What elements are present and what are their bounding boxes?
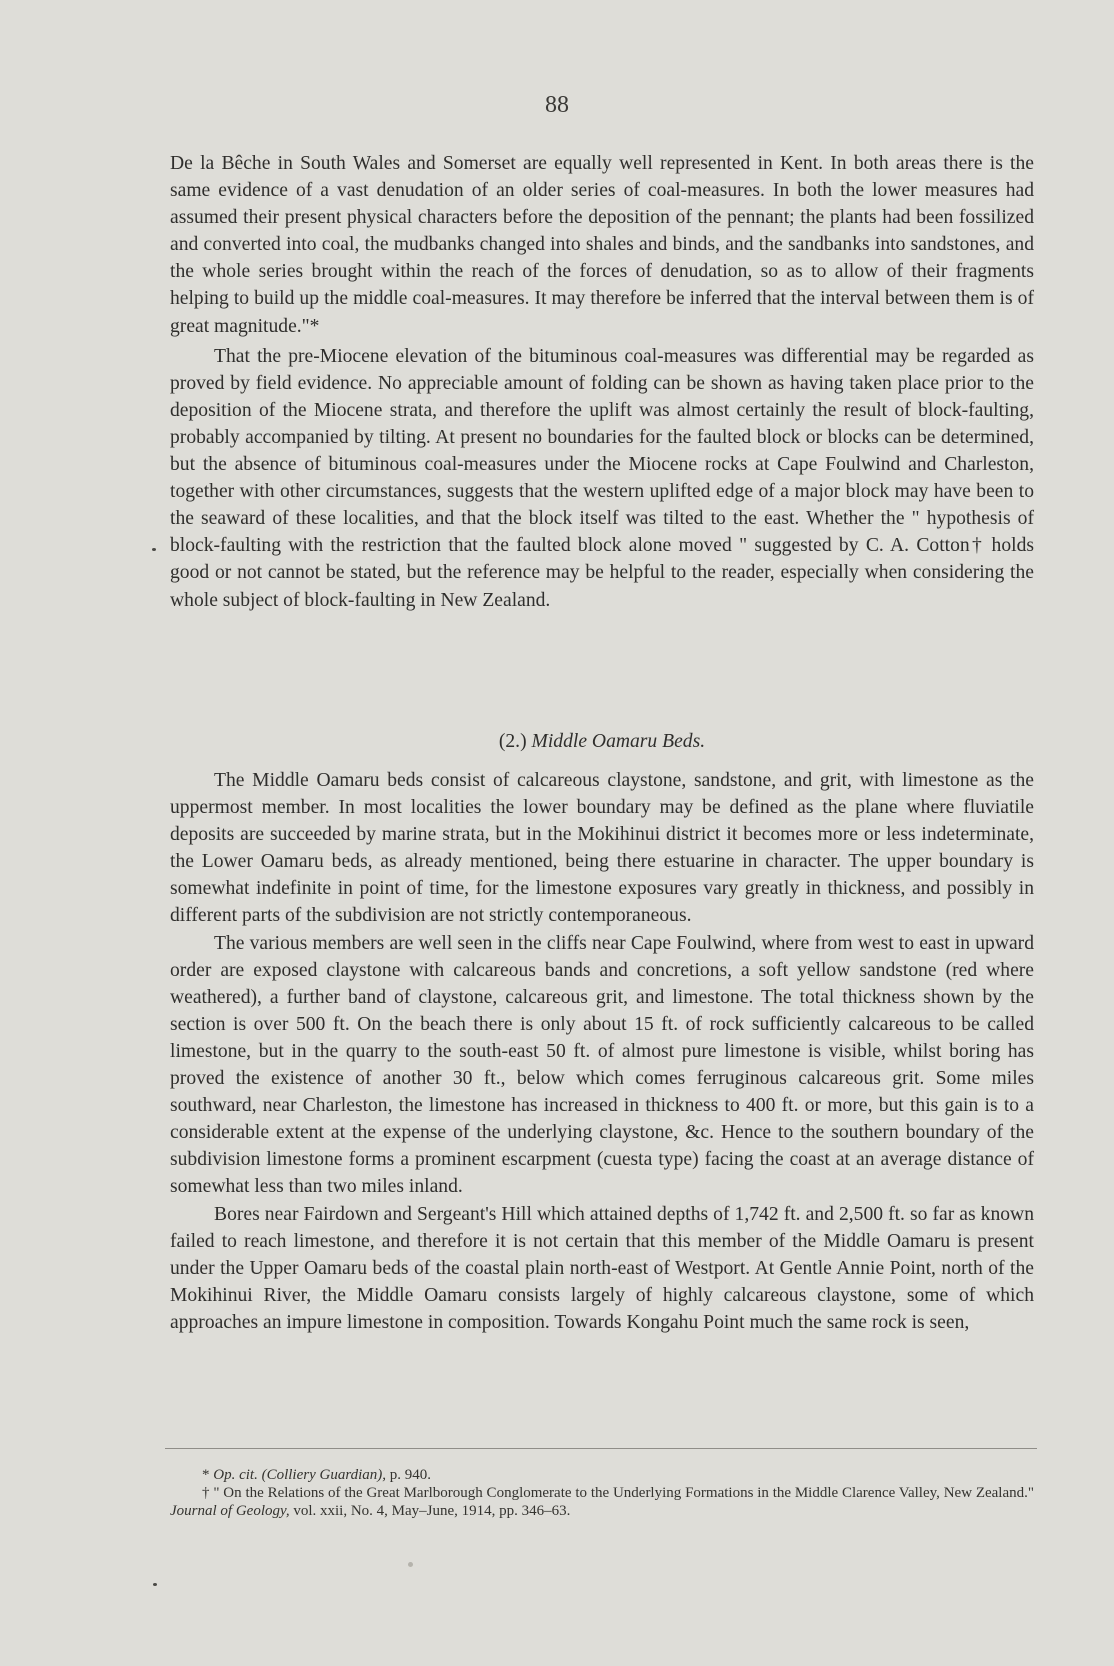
paper-speck (152, 548, 156, 551)
footnote-marker: * (202, 1467, 210, 1483)
paragraph: De la Bêche in South Wales and Somerset are equally well represented in Kent. In both areas there is the same evidence of a vast denudation of an older series of coal-measures. In both the lower measures had assumed their present physical characters before the deposition of the pennant; the plants had been fossilized and converted into coal, the mudbanks changed into shales and binds, and the sandbanks into sandstones, and the whole series brought within the reach of the forces of denudation, so as to allow of their fragments helping to build up the middle coal-measures. It may therefore be inferred that the interval between them is of great magnitude."* (170, 153, 1034, 337)
footnote-title: " On the Relations of the Great Marlborough Conglomerate to the Underlying Formations in the Middle Clarence Valley, New Zealand." (213, 1485, 1035, 1501)
paper-speck (408, 1562, 413, 1567)
paragraph: Bores near Fairdown and Sergeant's Hill which attained depths of 1,742 ft. and 2,500 ft. so far as known failed to reach limestone, and therefore it is not certain that this member of the Middle Oamaru is present under the Upper Oamaru beds of the coastal plain north-east of Westport. At Gentle Annie Point, north of the Mokihinui River, the Middle Oamaru consists largely of highly calcareous claystone, some of which approaches an impure limestone in composition. Towards Kongahu Point much the same rock is seen, (170, 1203, 1034, 1333)
footnote-page: p. 940. (389, 1467, 432, 1483)
footnote (170, 1466, 1034, 1484)
paragraph: The Middle Oamaru beds consist of calcareous claystone, sandstone, and grit, with limestone as the uppermost member. In most localities the lower boundary may be defined as the plane where fluviatile deposits are succeeded by marine strata, but in the Mokihinui district it becomes more or less indeterminate, the Lower Oamaru beds, as already mentioned, being there estuarine in character. The upper boundary is somewhat indefinite in point of time, for the limestone exposures vary greatly in thickness, and possibly in different parts of the subdivision are not strictly contemporaneous. (170, 770, 1034, 927)
footnote-divider (165, 1448, 1037, 1449)
footnote-volume: vol. xxii, No. 4, May–June, 1914, pp. 346–63. (293, 1503, 571, 1519)
paragraph: The various members are well seen in the cliffs near Cape Foulwind, where from west to east in upward order are exposed claystone with calcareous bands and concretions, a soft yellow sandstone (red where weathered), a further band of claystone, calcareous grit, and limestone. The total thickness shown by the section is over 500 ft. On the beach there is only about 15 ft. of rock sufficiently calcareous to be called limestone, but in the quarry to the south-east 50 ft. of almost pure limestone is visible, whilst boring has proved the existence of another 30 ft., below which comes ferruginous calcareous grit. Some miles southward, near Charleston, the limestone has increased in thickness to 400 ft. or more, but this gain is to a considerable extent at the expense of the underlying claystone, &c. Hence to the southern boundary of the subdivision limestone forms a prominent escarpment (cuesta type) facing the coast at an average distance of somewhat less than two miles inland. (170, 932, 1034, 1198)
footnotes (170, 1466, 1034, 1520)
paper-speck (153, 1583, 157, 1586)
footnote-citation: Op. cit. (Colliery Guardian), (213, 1467, 387, 1483)
body-text-top (170, 150, 1034, 614)
body-text-section (170, 728, 1034, 1336)
spacer (170, 755, 1034, 767)
section-heading (170, 728, 1034, 755)
section-number: (2.) (498, 731, 527, 752)
paragraph: That the pre-Miocene elevation of the bituminous coal-measures was differential may be regarded as proved by field evidence. No appreciable amount of folding can be shown as having taken place prior to the deposition of the Miocene strata, and therefore the uplift was almost certainly the result of block-faulting, probably accompanied by tilting. At present no boundaries for the faulted block or blocks can be determined, but the absence of bituminous coal-measures under the Miocene rocks at Cape Foulwind and Charleston, together with other circumstances, suggests that the western uplifted edge of a major block may have been to the seaward of these localities, and that the block itself was tilted to the east. Whether the " hypothesis of block-faulting with the restriction that the faulted block alone moved " suggested by C. A. Cotton† holds good or not cannot be stated, but the reference may be helpful to the reader, especially when considering the whole subject of block-faulting in New Zealand. (170, 345, 1034, 611)
footnote-journal: Journal of Geology, (170, 1503, 290, 1519)
footnote-marker: † (202, 1485, 210, 1501)
page-number: 88 (545, 92, 569, 118)
footnote (170, 1484, 1034, 1520)
section-title: Middle Oamaru Beds. (531, 731, 706, 752)
